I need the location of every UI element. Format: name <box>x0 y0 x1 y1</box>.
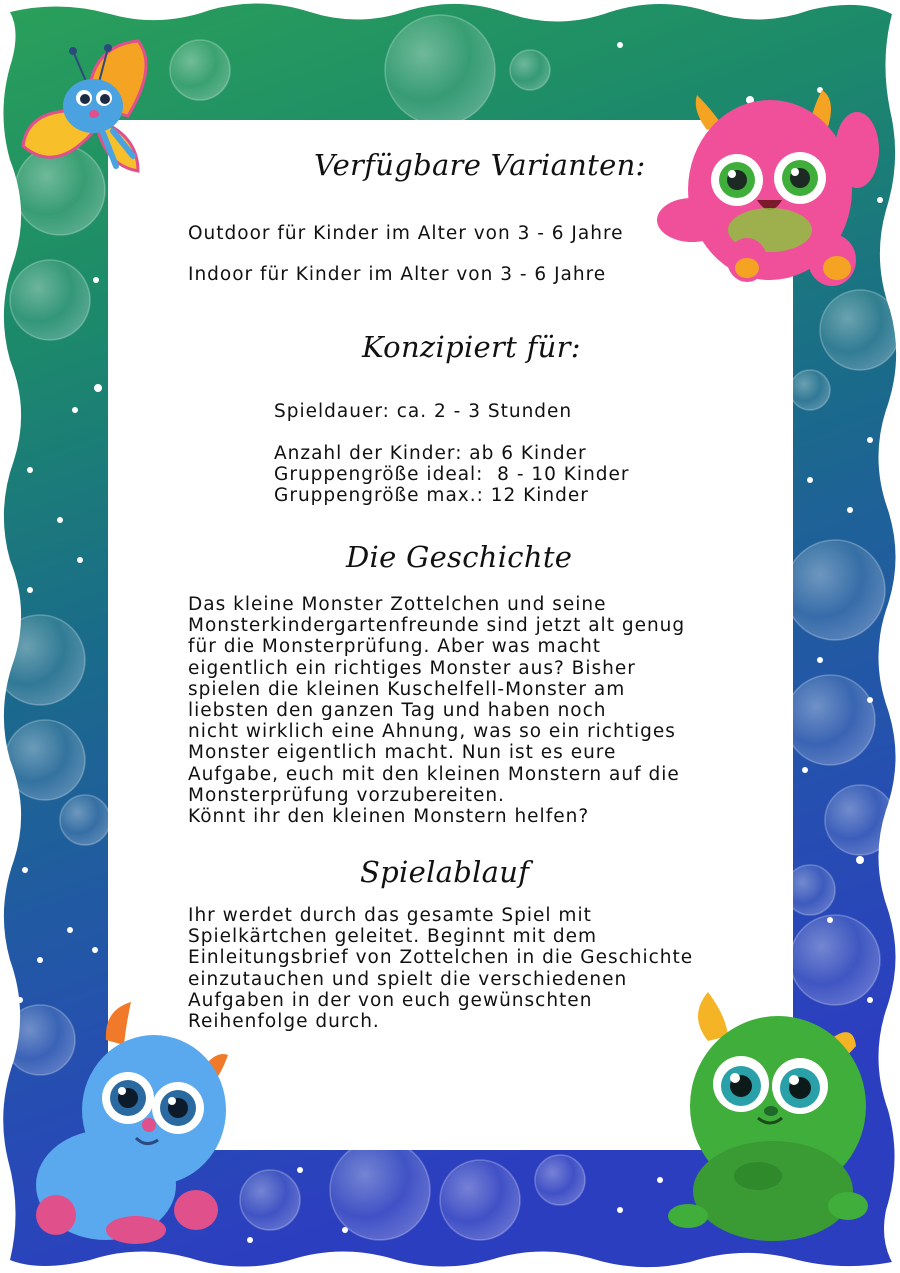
gameplay-heading: Spielablauf <box>360 855 530 889</box>
designed-for-heading: Konzipiert für: <box>362 330 581 364</box>
variant-outdoor: Outdoor für Kinder im Alter von 3 - 6 Jahre <box>188 223 624 244</box>
group-size-ideal: Gruppengröße ideal: 8 - 10 Kinder <box>274 464 630 485</box>
group-size-max: Gruppengröße max.: 12 Kinder <box>274 485 589 506</box>
gameplay-text: Ihr werdet durch das gesamte Spiel mit Spielkärtchen geleitet. Beginnt mit dem Einleitungsbrief von Zottelchen in die Geschichte einzutauchen und spielt die verschiedenen Aufgaben in der von euch gewünschten Reihenfolge durch. <box>188 905 694 1033</box>
butterfly-monster-icon <box>18 36 168 186</box>
story-text: Das kleine Monster Zottelchen und seine Monsterkindergartenfreunde sind jetzt alt genug für die Monsterprüfung. Aber was macht eigentlich ein richtiges Monster aus? Bisher spielen die kleinen Kuschelfell-Monster am liebsten den ganzen Tag und haben noch nicht wirklich eine Ahnung, was so ein richtiges Monster eigentlich macht. Nun ist es eure Aufgabe, euch mit den kleinen Monstern auf die Monsterprüfung vorzubereiten. Könnt ihr den kleinen Monstern helfen? <box>188 594 686 828</box>
pink-monster-icon <box>652 70 892 295</box>
variants-heading: Verfügbare Varianten: <box>314 148 646 182</box>
children-count: Anzahl der Kinder: ab 6 Kinder <box>274 443 587 464</box>
variant-indoor: Indoor für Kinder im Alter von 3 - 6 Jahre <box>188 264 607 285</box>
play-duration: Spieldauer: ca. 2 - 3 Stunden <box>274 401 573 422</box>
story-heading: Die Geschichte <box>346 540 573 574</box>
